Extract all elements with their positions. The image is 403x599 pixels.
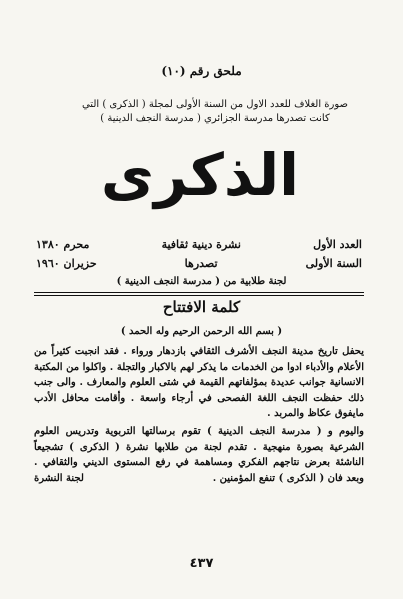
hijri-date: محرم ١٣٨٠ [36,238,90,251]
issue-number: العدد الأول [313,238,362,251]
article-body [34,344,364,488]
article-paragraph-1: يحفل تاريخ مدينة النجف الأشرف الثقافي بازدهار ورواء . فقد انجبت كثيراً من الأعلام والأدباء ادوا من الخدمات ما يذكر لهم بالاكبار والتجلة . واكلوا من المكتبة الانسانية جوانب عديدة بمؤلفاتهم القيمة في شتى العلوم والمعارف . والى جنب ذلك حفظت النجف اللغة الفصحى في أرجاء واسعة . وأقامت محافل الأدب مايفوق عكاظ والمربد . [34,346,364,420]
article-signature: لجنة النشرة [34,472,84,484]
issued-by-label: تصدرها [184,257,218,270]
basmala-line: ( بسم الله الرحمن الرحيم وله الحمد ) [120,326,283,337]
volume-year: السنة الأولى [305,257,362,270]
supplement-label: ملحق رقم (١٠) [161,64,242,78]
cover-caption-line-1: صورة الغلاف للعدد الاول من السنة الأولى لمجلة ( الذكرى ) التي [81,99,349,110]
publisher-line: لجنة طلابية من ( مدرسة النجف الدينية ) [116,276,287,287]
gregorian-date: حزيران ١٩٦٠ [36,257,97,270]
issue-info-row [36,238,362,251]
bulletin-type: نشرة دينية ثقافية [161,238,241,251]
page-number: ٤٣٧ [189,556,214,571]
year-info-row [36,257,362,270]
cover-caption [70,98,360,126]
article-title: كلمة الافتتاح [162,298,241,316]
article-paragraph-2 [34,424,364,486]
article-paragraph-2-text: واليوم و ( مدرسة النجف الدينية ) تقوم برسالتها التربوية وتدريس العلوم الشرعية بصورة منهجية . تقدم لجنة من طلابها نشرة ( الذكرى ) تشجيعاً الناشئة بعرض نتاجهم الفكري ومساهمة في رفع المستوى الديني والثقافي . وبعد فان ( الذكرى ) تنفع المؤمنين . [34,425,364,484]
magazine-masthead: الذكرى [100,141,300,209]
cover-caption-line-2: كانت تصدرها مدرسة الجزائري ( مدرسة النجف الدينية ) [100,113,330,124]
divider-rule [34,292,364,293]
divider-rule [34,295,364,296]
